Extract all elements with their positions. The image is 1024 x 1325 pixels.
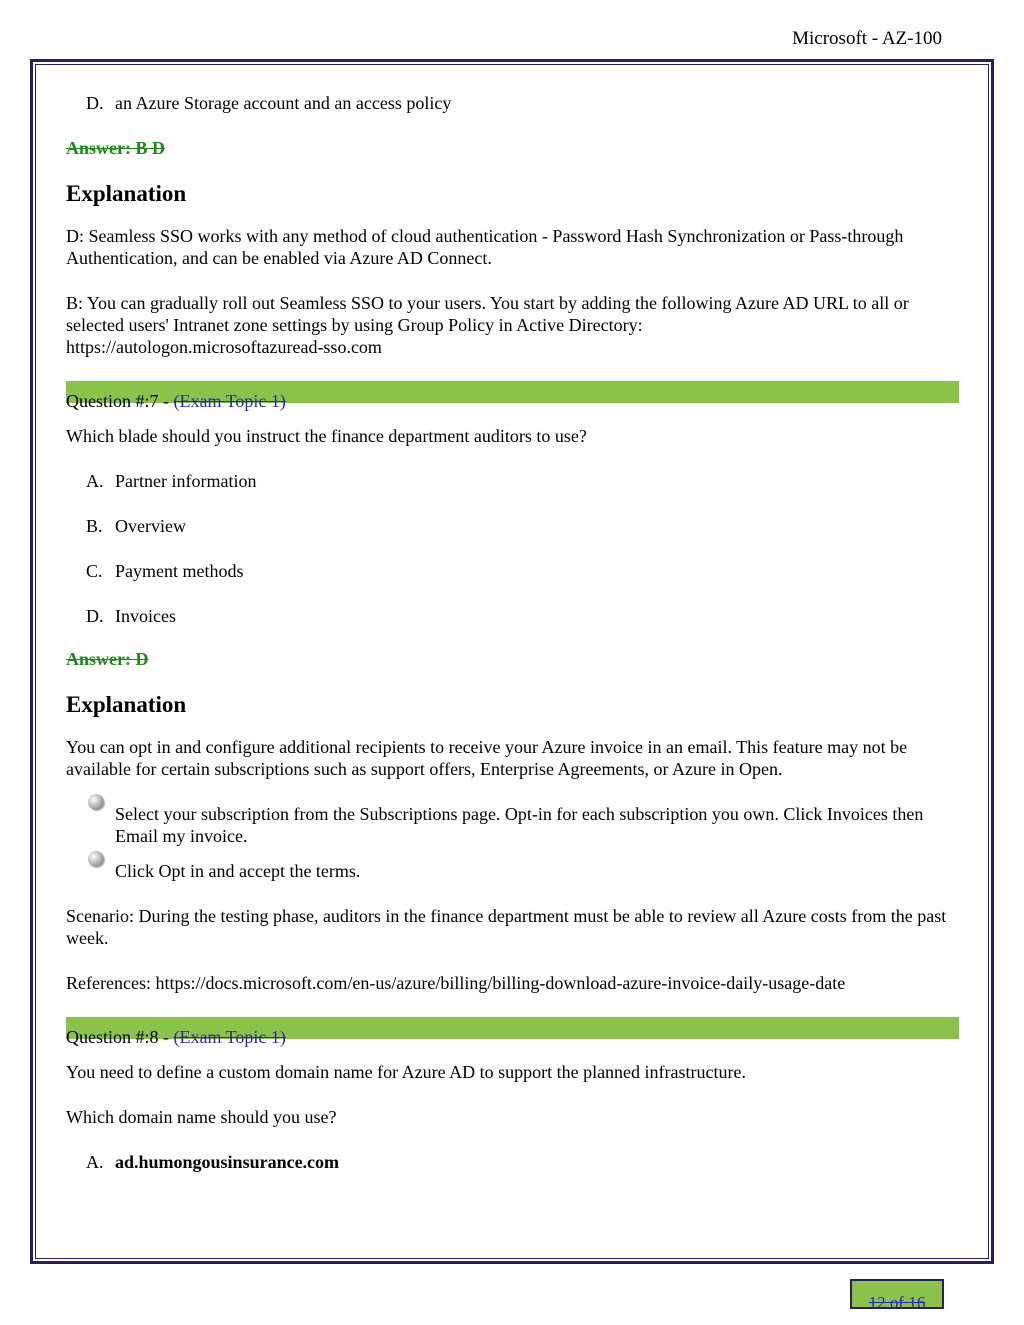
option-text: Invoices bbox=[115, 606, 176, 626]
q7-option-a bbox=[86, 470, 959, 492]
q7-header-text bbox=[66, 390, 286, 412]
q6-answer: Answer: B D bbox=[66, 138, 165, 158]
page-number: 12 of 16 bbox=[868, 1293, 926, 1312]
option-text: an Azure Storage account and an access policy bbox=[115, 93, 452, 113]
q8-question-text-2: Which domain name should you use? bbox=[66, 1107, 337, 1127]
exam-topic-link[interactable]: (Exam Topic 1) bbox=[173, 1027, 286, 1047]
bullet-text: Click Opt in and accept the terms. bbox=[115, 861, 361, 881]
q8-header-bar bbox=[66, 1017, 959, 1047]
q6-para2-text: B: You can gradually roll out Seamless SSO to your users. You start by adding the following Azure AD URL to all or selected users' Intranet zone settings by using Group Policy in Active Directory: bbox=[66, 293, 909, 335]
question-label: Question #:8 - bbox=[66, 1027, 174, 1047]
option-letter: B. bbox=[86, 516, 103, 536]
option-text: Partner information bbox=[115, 471, 257, 491]
page-content bbox=[66, 92, 959, 1196]
option-letter: A. bbox=[86, 471, 104, 491]
q6-para2-url: https://autologon.microsoftazuread-sso.com bbox=[66, 337, 382, 357]
q8-option-a bbox=[86, 1151, 959, 1173]
option-letter: D. bbox=[86, 606, 104, 626]
q6-option-d bbox=[86, 92, 959, 114]
q8-header-text bbox=[66, 1026, 286, 1048]
option-letter: D. bbox=[86, 93, 104, 113]
bullet-icon bbox=[86, 803, 115, 847]
q7-option-c bbox=[86, 560, 959, 582]
q6-explanation-para1: D: Seamless SSO works with any method of cloud authentication - Password Hash Synchronization or Pass-through Authentication, and can be enabled via Azure AD Connect. bbox=[66, 226, 904, 268]
option-text: ad.humongousinsurance.com bbox=[115, 1152, 340, 1172]
option-text: Overview bbox=[115, 516, 186, 536]
q7-explanation-heading: Explanation bbox=[66, 692, 187, 717]
q7-answer: Answer: D bbox=[66, 649, 149, 669]
q7-option-b bbox=[86, 515, 959, 537]
q6-explanation-heading: Explanation bbox=[66, 181, 187, 206]
q7-bullet-1 bbox=[86, 803, 959, 847]
q7-explanation-para1: You can opt in and configure additional recipients to receive your Azure invoice in an email. This feature may not be available for certain subscriptions such as support offers, Enterprise Agreements, or Azure in Open. bbox=[66, 737, 908, 779]
q7-question-text: Which blade should you instruct the finance department auditors to use? bbox=[66, 426, 587, 446]
q7-references: References: https://docs.microsoft.com/en-us/azure/billing/billing-download-azure-invoice-daily-usage-date bbox=[66, 973, 846, 993]
q7-bullet-2 bbox=[86, 860, 959, 882]
option-letter: C. bbox=[86, 561, 103, 581]
q7-header-bar bbox=[66, 381, 959, 411]
option-text: Payment methods bbox=[115, 561, 244, 581]
exam-topic-link[interactable]: (Exam Topic 1) bbox=[173, 391, 286, 411]
option-letter: A. bbox=[86, 1152, 104, 1172]
page-number-box bbox=[850, 1279, 944, 1312]
q8-question-text-1: You need to define a custom domain name for Azure AD to support the planned infrastructure. bbox=[66, 1062, 747, 1082]
question-label: Question #:7 - bbox=[66, 391, 174, 411]
document-header-title: Microsoft - AZ-100 bbox=[792, 28, 942, 49]
bullet-icon bbox=[86, 860, 115, 882]
bullet-text: Select your subscription from the Subscriptions page. Opt-in for each subscription you own. Click Invoices then Email my invoice. bbox=[115, 804, 924, 846]
q7-scenario: Scenario: During the testing phase, auditors in the finance department must be able to review all Azure costs from the past week. bbox=[66, 906, 947, 948]
q7-option-d bbox=[86, 605, 959, 627]
q6-explanation-para2 bbox=[66, 292, 959, 358]
